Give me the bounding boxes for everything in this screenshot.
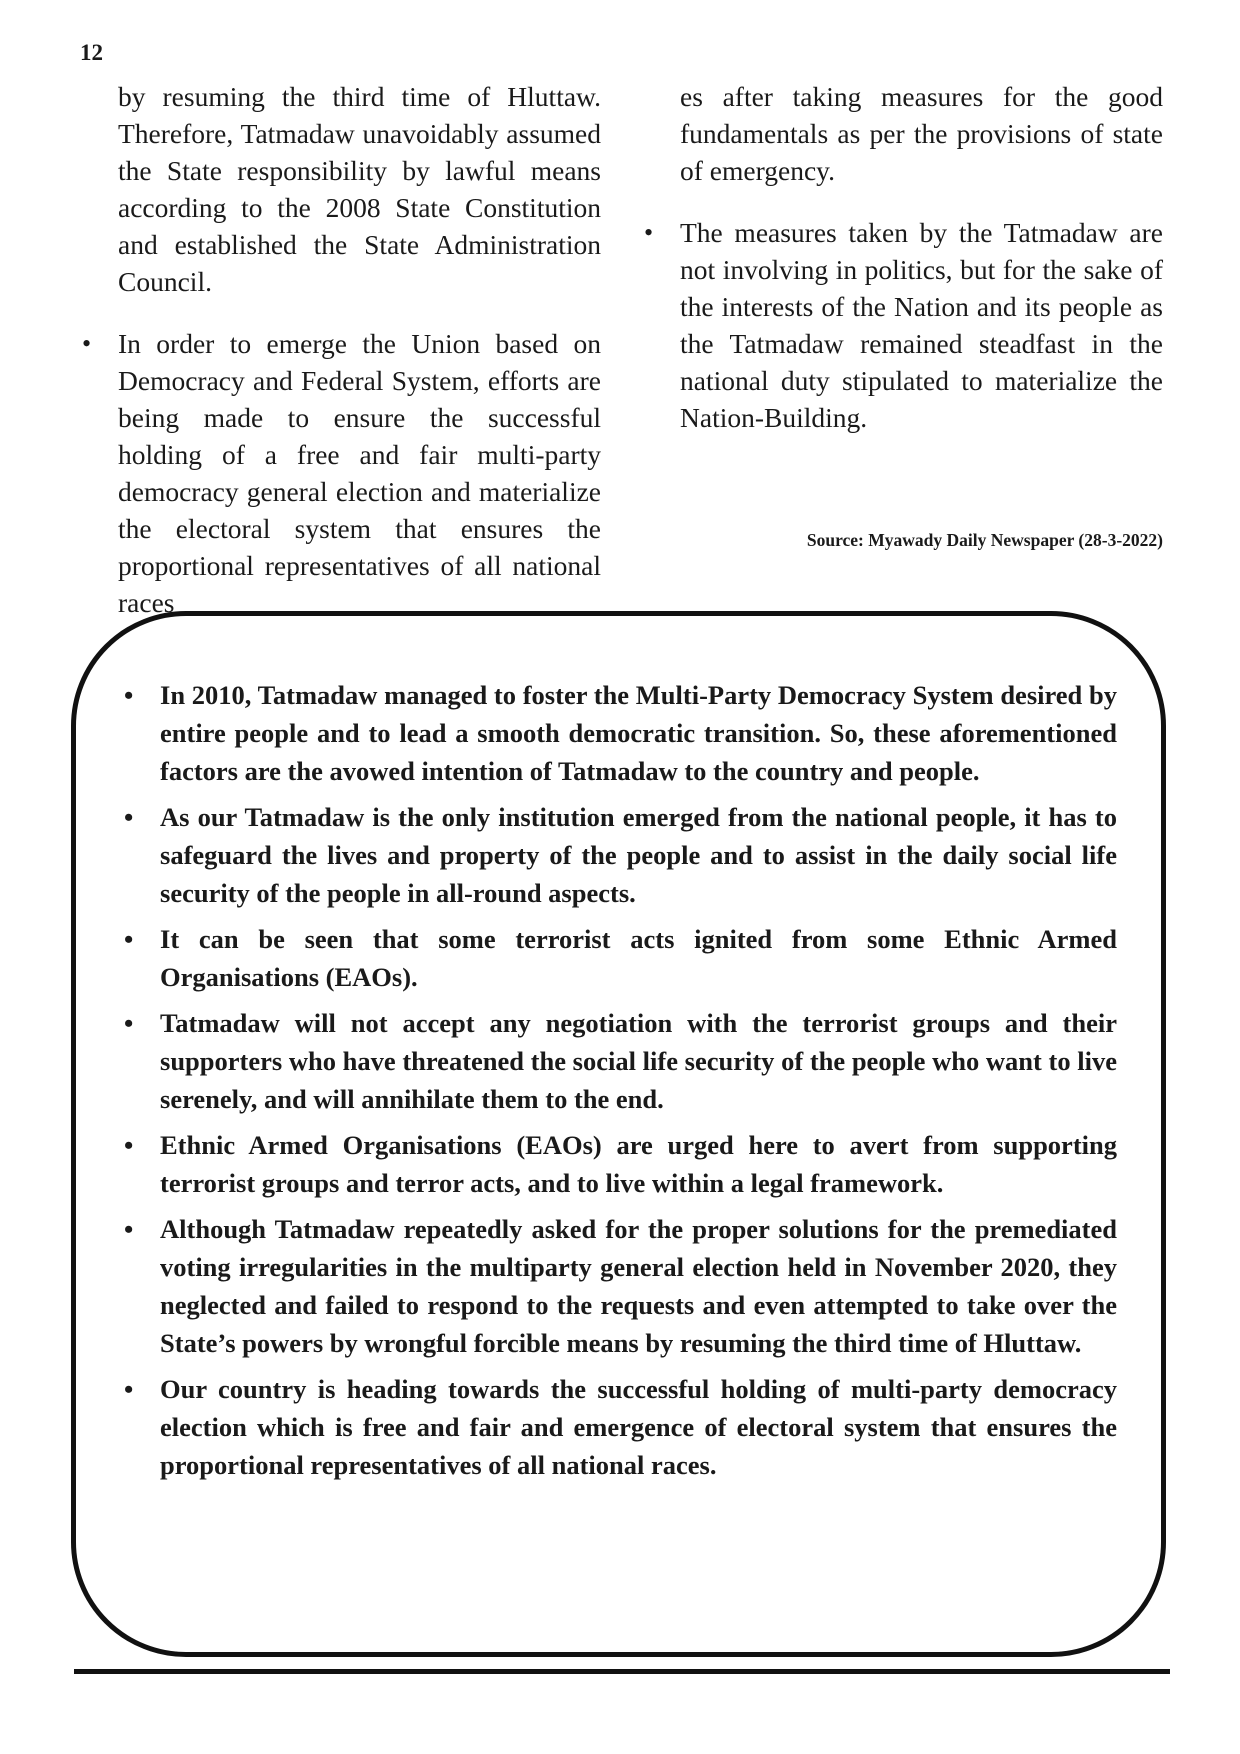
left-paragraph-1: by resuming the third time of Hluttaw. Therefore, Tatmadaw unavoidably assumed the State responsibility by lawful means according to the 2008 State Constitution and established the State Administration Council.: [118, 81, 601, 297]
right-column: [680, 78, 1163, 461]
right-paragraph-1: es after taking measures for the good fundamentals as per the provisions of state of emergency.: [680, 81, 1163, 186]
box-item: • Tatmadaw will not accept any negotiation with the terrorist groups and their supporters who have threatened the social life security of the people who want to live serenely, and will annihilate them to the end.: [160, 1004, 1117, 1118]
box-item: • Ethnic Armed Organisations (EAOs) are urged here to avert from supporting terrorist groups and terror acts, and to live within a legal framework.: [160, 1126, 1117, 1202]
box-item: • As our Tatmadaw is the only institution emerged from the national people, it has to safeguard the lives and property of the people and to assist in the daily social life security of the people in all-round aspects.: [160, 798, 1117, 912]
source-citation: Source: Myawady Daily Newspaper (28-3-2022): [806, 530, 1163, 550]
box-item: • Although Tatmadaw repeatedly asked for the proper solutions for the premediated voting irregularities in the multiparty general election held in November 2020, they neglected and failed to respond to the requests and even attempted to take over the State’s powers by wrongful forcible means by resuming the third time of Hluttaw.: [160, 1210, 1117, 1362]
box-item: • In 2010, Tatmadaw managed to foster the Multi-Party Democracy System desired by entire people and to lead a smooth democratic transition. So, these aforementioned factors are the avowed intention of Tatmadaw to the country and people.: [160, 676, 1117, 790]
left-bullet-paragraph-2: • In order to emerge the Union based on Democracy and Federal System, efforts are being made to ensure the successful holding of a free and fair multi-party democracy general election and materialize the electoral system that ensures the proportional representatives of all national races: [118, 325, 601, 621]
box-item: • Our country is heading towards the successful holding of multi-party democracy election which is free and fair and emergence of electoral system that ensures the proportional representatives of all national races.: [160, 1370, 1117, 1484]
right-bullet-paragraph-2: • The measures taken by the Tatmadaw are not involving in politics, but for the sake of the interests of the Nation and its people as the Tatmadaw remained steadfast in the national duty stipulated to materialize the Nation-Building.: [680, 214, 1163, 436]
highlight-box-list: [160, 676, 1117, 1492]
footer-rule: [74, 1669, 1170, 1674]
page-number: 12: [80, 40, 103, 65]
left-column: [118, 78, 601, 646]
box-item: • It can be seen that some terrorist acts ignited from some Ethnic Armed Organisations (EAOs).: [160, 920, 1117, 996]
